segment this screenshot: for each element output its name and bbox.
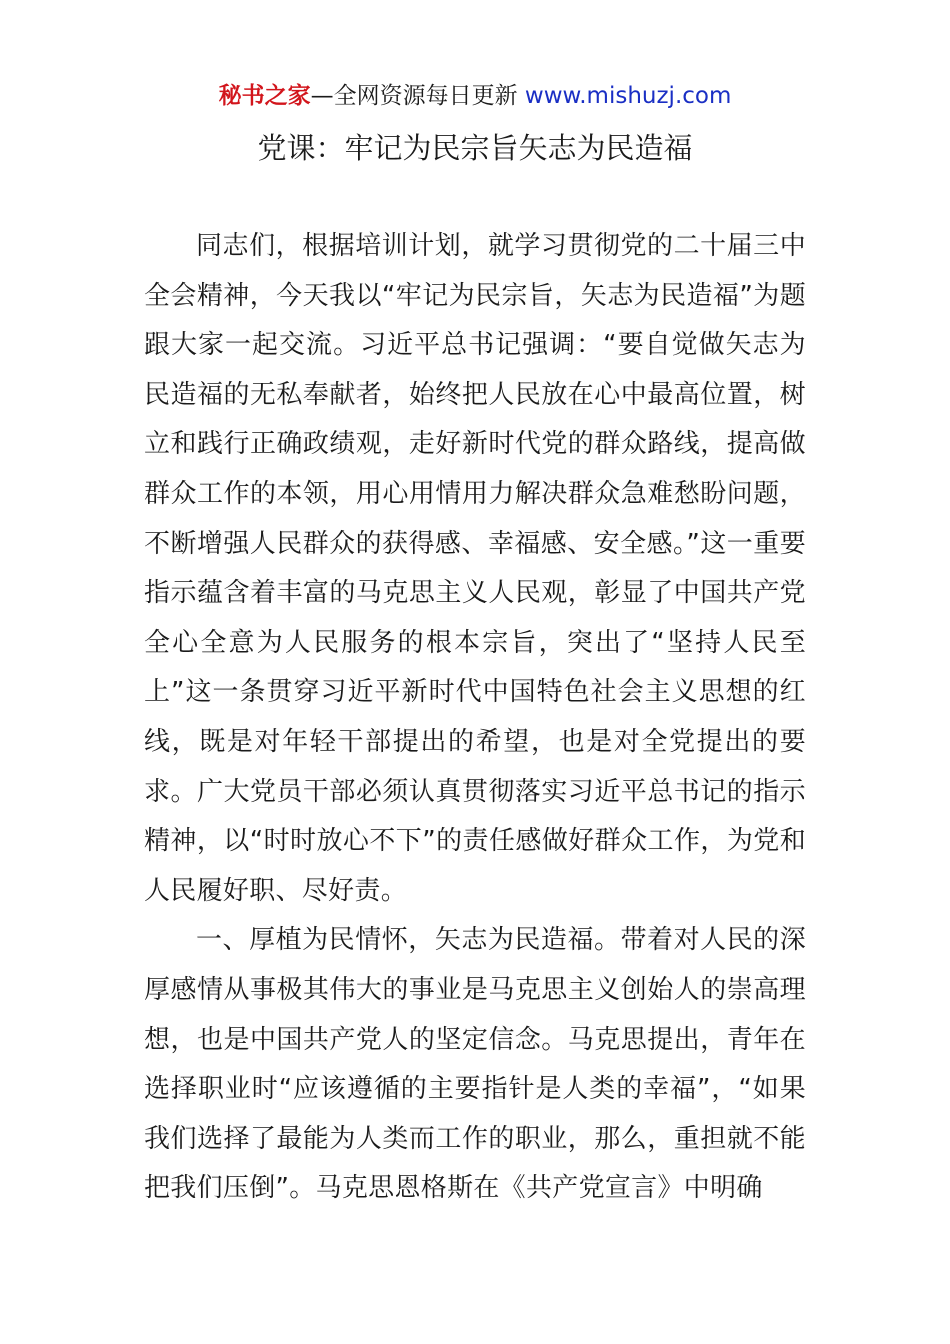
body-paragraph: 同志们，根据培训计划，就学习贯彻党的二十届三中全会精神，今天我以“牢记为民宗旨，矢志为民造福”为题跟大家一起交流。习近平总书记强调：“要自觉做矢志为民造福的无私奉献者，始终把人民放在心中最高位置，树立和践行正确政绩观，走好新时代党的群众路线，提高做群众工作的本领，用心用情用力解决群众急难愁盼问题，不断增强人民群众的获得感、幸福感、安全感。”这一重要指示蕴含着丰富的马克思主义人民观，彰显了中国共产党全心全意为人民服务的根本宗旨，突出了“坚持人民至上”这一条贯穿习近平新时代中国特色社会主义思想的红线，既是对年轻干部提出的希望，也是对全党提出的要求。广大党员干部必须认真贯彻落实习近平总书记的指示精神，以“时时放心不下”的责任感做好群众工作，为党和人民履好职、尽好责。 (144, 231, 806, 906)
body-paragraph: 一、厚植为民情怀，矢志为民造福。带着对人民的深厚感情从事极其伟大的事业是马克思主义创始人的崇高理想，也是中国共产党人的坚定信念。马克思提出，青年在选择职业时“应该遵循的主要指针是人类的幸福”，“如果我们选择了最能为人类而工作的职业，那么，重担就不能把我们压倒”。马克思恩格斯在《共产党宣言》中明确 (144, 925, 806, 1204)
site-url-link[interactable]: www.mishuzj.com (524, 83, 732, 109)
document-body (144, 222, 806, 1214)
header-tagline: —全网资源每日更新 (310, 83, 525, 109)
document-title: 党课：牢记为民宗旨矢志为民造福 (257, 131, 693, 165)
brand-name: 秘书之家 (218, 83, 311, 109)
site-header (0, 80, 950, 112)
